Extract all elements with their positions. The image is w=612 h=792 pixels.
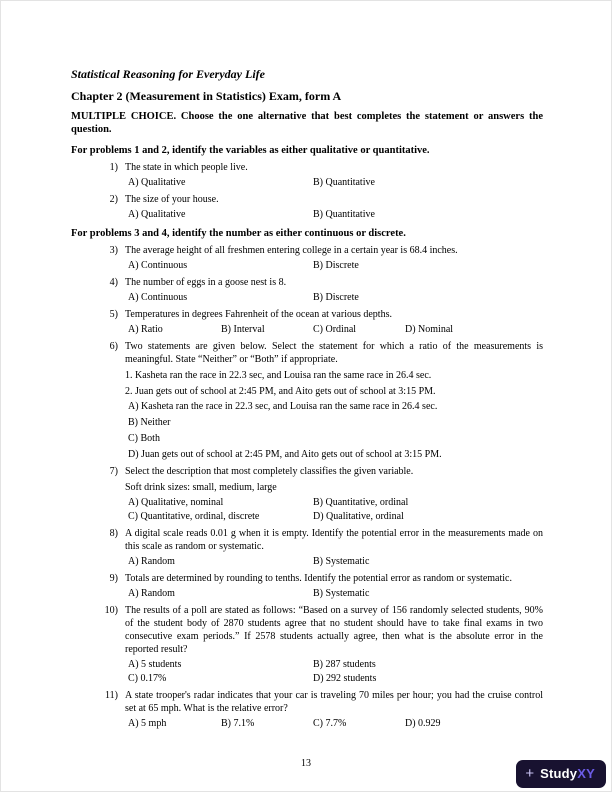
choice: D) Qualitative, ordinal <box>313 511 404 522</box>
choice: B) Neither <box>128 417 171 428</box>
question-text: The average height of all freshmen entering college in a certain year is 68.4 inches. <box>125 245 458 256</box>
choice: A) Continuous <box>128 260 188 271</box>
choice: C) Quantitative, ordinal, discrete <box>128 511 260 522</box>
question-9 <box>71 572 543 600</box>
question-number: 1) <box>109 162 118 173</box>
choice: B) 7.1% <box>221 718 255 729</box>
brand-logo <box>516 760 606 788</box>
content <box>71 144 543 730</box>
question-10 <box>71 604 543 685</box>
question-body <box>125 161 543 189</box>
choices <box>128 400 543 461</box>
choice: A) Continuous <box>128 292 188 303</box>
question-8 <box>71 527 543 568</box>
choice: A) Random <box>128 556 175 567</box>
question-number: 9) <box>109 573 118 584</box>
question-7 <box>71 465 543 523</box>
brand-wordmark <box>540 765 595 783</box>
choice: B) 287 students <box>313 659 376 670</box>
question-number: 3) <box>109 245 118 256</box>
question-text: A digital scale reads 0.01 g when it is empty. Identify the potential error in the measurements made on this scale as random or systematic. <box>125 528 543 552</box>
question-4 <box>71 276 543 304</box>
question-1 <box>71 161 543 189</box>
question-subitem: 2. Juan gets out of school at 2:45 PM, and Aito gets out of school at 3:15 PM. <box>125 386 436 397</box>
choice: C) Both <box>128 433 160 444</box>
choices <box>128 208 543 221</box>
book-title: Statistical Reasoning for Everyday Life <box>71 67 265 81</box>
choice: A) Kasheta ran the race in 22.3 sec, and Louisa ran the same race in 26.4 sec. <box>128 401 438 412</box>
question-11 <box>71 689 543 730</box>
question-number: 2) <box>109 194 118 205</box>
choice: A) 5 students <box>128 659 182 670</box>
choices <box>128 176 543 189</box>
question-number: 6) <box>109 341 118 352</box>
choices <box>128 323 543 336</box>
choice: A) 5 mph <box>128 718 167 729</box>
choices <box>128 587 543 600</box>
choice: D) 292 students <box>313 673 377 684</box>
choice: C) 7.7% <box>313 718 347 729</box>
question-body <box>125 572 543 600</box>
question-body <box>125 276 543 304</box>
brand-xy: XY <box>577 766 595 781</box>
question-number: 11) <box>105 690 118 701</box>
instructions: MULTIPLE CHOICE. Choose the one alternative that best completes the statement or answers the question. <box>71 111 543 135</box>
choice: A) Ratio <box>128 324 163 335</box>
question-2 <box>71 193 543 221</box>
plus-icon: + <box>525 765 535 782</box>
question-number: 10) <box>104 605 118 616</box>
question-3 <box>71 244 543 272</box>
choice: B) Discrete <box>313 260 359 271</box>
page-number: 13 <box>301 758 311 769</box>
question-subitem: 1. Kasheta ran the race in 22.3 sec, and Louisa ran the same race in 26.4 sec. <box>125 370 432 381</box>
choice: A) Qualitative <box>128 177 186 188</box>
choice: B) Quantitative <box>313 177 375 188</box>
question-number: 8) <box>109 528 118 539</box>
question-text: The state in which people live. <box>125 162 248 173</box>
content-area <box>71 67 543 734</box>
brand-study: Study <box>540 766 578 781</box>
question-body <box>125 244 543 272</box>
question-text: Totals are determined by rounding to tenths. Identify the potential error as random or systematic. <box>125 573 512 584</box>
question-text: Temperatures in degrees Fahrenheit of the ocean at various depths. <box>125 309 392 320</box>
question-text: Select the description that most completely classifies the given variable. <box>125 466 414 477</box>
section-heading: For problems 1 and 2, identify the variables as either qualitative or quantitative. <box>71 145 430 156</box>
question-6 <box>71 340 543 461</box>
choice: B) Interval <box>221 324 265 335</box>
question-body <box>125 193 543 221</box>
question-text: Two statements are given below. Select the statement for which a ratio of the measurements is meaningful. State “Neither” or “Both” if appropriate. <box>125 341 543 365</box>
choice: B) Quantitative <box>313 209 375 220</box>
question-number: 5) <box>109 309 118 320</box>
choice: D) 0.929 <box>405 718 441 729</box>
question-body <box>125 527 543 568</box>
section-heading: For problems 3 and 4, identify the number as either continuous or discrete. <box>71 228 406 239</box>
choices <box>128 717 543 730</box>
choices <box>128 496 543 523</box>
question-text: The number of eggs in a goose nest is 8. <box>125 277 287 288</box>
choice: B) Quantitative, ordinal <box>313 497 409 508</box>
question-body <box>125 340 543 461</box>
choices <box>128 291 543 304</box>
choices <box>128 658 543 685</box>
question-text: The size of your house. <box>125 194 219 205</box>
question-text: A state trooper's radar indicates that your car is traveling 70 miles per hour; you had the cruise control set at 65 mph. What is the relative error? <box>125 690 543 714</box>
choice: B) Systematic <box>313 588 370 599</box>
choices <box>128 555 543 568</box>
chapter-heading: Chapter 2 (Measurement in Statistics) Exam, form A <box>71 89 342 103</box>
choice: A) Qualitative <box>128 209 186 220</box>
question-body <box>125 604 543 685</box>
question-5 <box>71 308 543 336</box>
choice: A) Random <box>128 588 175 599</box>
choices <box>128 259 543 272</box>
choice: D) Nominal <box>405 324 454 335</box>
choice: C) Ordinal <box>313 324 357 335</box>
choice: D) Juan gets out of school at 2:45 PM, and Aito gets out of school at 3:15 PM. <box>128 449 442 460</box>
choice: A) Qualitative, nominal <box>128 497 224 508</box>
choice: C) 0.17% <box>128 673 167 684</box>
question-subitem: Soft drink sizes: small, medium, large <box>125 482 277 493</box>
choice: B) Discrete <box>313 292 359 303</box>
question-body <box>125 465 543 523</box>
question-text: The results of a poll are stated as follows: “Based on a survey of 156 randomly selected students, 90% of the student body of 2870 students agree that no student should have to take final exams in two consecutive exam periods.” If 2578 students actually agree, then what is the absolute error in the reported result? <box>125 605 543 655</box>
question-number: 4) <box>109 277 118 288</box>
question-number: 7) <box>109 466 118 477</box>
question-body <box>125 689 543 730</box>
choice: B) Systematic <box>313 556 370 567</box>
question-body <box>125 308 543 336</box>
